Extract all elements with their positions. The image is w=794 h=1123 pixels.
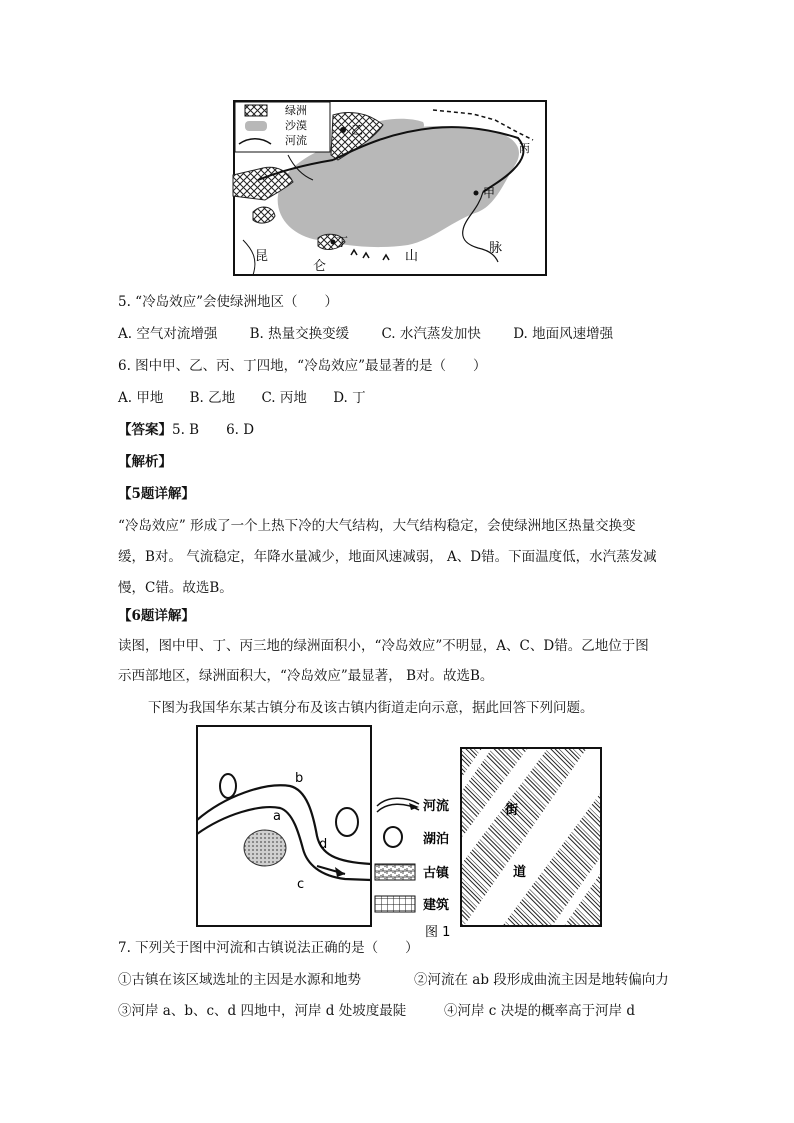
lake-2 [336,808,358,836]
point-b: b [295,771,304,786]
q6-option-b[interactable]: B. 乙地 [189,390,236,406]
desert-oasis-map [233,100,547,276]
legend-lake-label: 湖泊 [423,832,450,847]
point-c: c [297,877,305,892]
legend-oasis-swatch [245,105,267,116]
label-kun: 昆 [255,249,269,264]
q7-stem: 7. 下列关于图中河流和古镇说法正确的是（ ） [118,940,419,956]
legend-river-label: 河流 [285,134,307,147]
label-mai: 脉 [489,241,503,256]
answer-text: 5. B 6. D [172,422,255,438]
point-d: d [319,837,328,852]
q6-option-a[interactable]: A. 甲地 [118,390,164,406]
legend-building-label: 建筑 [423,898,450,913]
legend-river-label: 河流 [423,799,450,814]
place-ding: 丁 [336,235,349,249]
q5-option-d[interactable]: D. 地面风速增强 [513,326,614,342]
q7-statement-3: ③河岸 a、b、c、d 四地中，河岸 d 处坡度最陡 [118,1003,407,1019]
q5-detail-heading: 【5题详解】 [118,486,195,502]
q5-detail-line-3: 慢，C错。故选B。 [118,580,233,596]
place-bing: 丙 [519,142,530,155]
q5-option-b[interactable]: B. 热量交换变缓 [249,326,350,342]
q5-detail-line-1: “冷岛效应” 形成了一个上热下冷的大气结构，大气结构稳定，会使绿洲地区热量交换变 [118,518,636,534]
q7-statement-1: ①古镇在该区域选址的主因是水源和地势 [118,972,361,988]
q5-stem: 5. “冷岛效应”会使绿洲地区（ ） [118,294,338,310]
legend-desert-label: 沙漠 [285,119,307,132]
figure-caption-partial: 图 1 [425,925,451,940]
q6-detail-heading: 【6题详解】 [118,608,195,624]
q5-detail-line-2: 缓，B对。 气流稳定，年降水量减少，地面风速减弱， A、D错。下面温度低，水汽蒸发减 [118,549,657,565]
q6-options [118,386,388,406]
ancient-town [244,830,286,866]
answer-label: 【答案】 [118,422,172,438]
legend-town-label: 古镇 [423,866,450,881]
place-jia: 甲 [483,186,496,200]
q6-detail-line-1: 读图，图中甲、丁、丙三地的绿洲面积小，“冷岛效应”不明显，A、C、D错。乙地位于图 [118,638,649,654]
intro-question-group-2: 下图为我国华东某古镇分布及该古镇内街道走向示意，据此回答下列问题。 [148,700,594,716]
q6-stem: 6. 图中甲、乙、丙、丁四地，“冷岛效应”最显著的是（ ） [118,358,487,374]
legend-town-swatch [375,864,415,880]
lake-1 [220,774,236,798]
legend-lake-swatch [384,827,402,847]
river-town-map [195,724,605,940]
q6-detail-line-2: 示西部地区，绿洲面积大，“冷岛效应”最显著， B对。故选B。 [118,668,494,684]
street-label-jie: 街 [505,803,519,818]
q7-statement-2: ②河流在 ab 段形成曲流主因是地转偏向力 [414,972,669,988]
legend-oasis-label: 绿洲 [285,104,307,117]
label-shan: 山 [405,249,419,264]
answer-line [118,418,254,438]
q6-option-c[interactable]: C. 丙地 [261,390,307,406]
legend-desert-swatch [245,121,267,131]
place-yi: 乙 [351,123,364,137]
label-lun: 仑 [313,259,327,274]
q5-option-c[interactable]: C. 水汽蒸发加快 [381,326,481,342]
q5-options [118,322,641,342]
street-label-dao: 道 [513,865,527,880]
q6-option-d[interactable]: D. 丁 [333,390,366,406]
oasis-sw [253,207,275,223]
q5-option-a[interactable]: A. 空气对流增强 [118,326,218,342]
analysis-label: 【解析】 [118,454,172,470]
q7-statement-4: ④河岸 c 决堤的概率高于河岸 d [444,1003,636,1019]
point-a: a [273,809,281,824]
legend-building-swatch [375,896,415,912]
